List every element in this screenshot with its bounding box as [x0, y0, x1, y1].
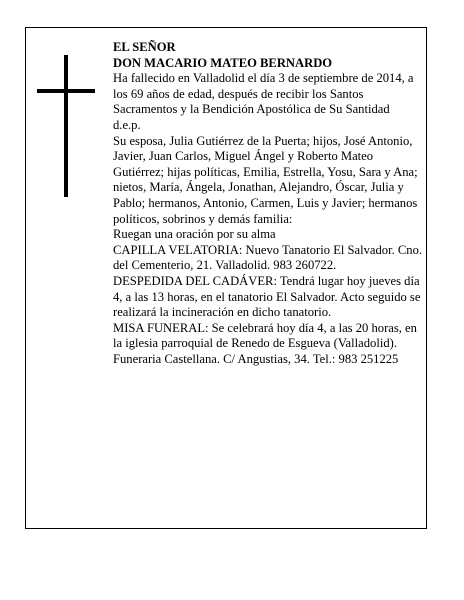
death-announcement: Ha fallecido en Valladolid el día 3 de septiembre de 2014, a los 69 años de edad, después de recibir los Santos Sacramentos y la Bendición Apostólica de Su Santidad [113, 71, 414, 117]
funeral-home-info: Funeraria Castellana. C/ Angustias, 34. Tel.: 983 251225 [113, 351, 399, 366]
farewell-info: DESPEDIDA DEL CADÁVER: Tendrá lugar hoy jueves día 4, a las 13 horas, en el tanatorio El Salvador. Acto seguido se realizará la incineración en dicho tanatorio. [113, 273, 421, 320]
deceased-name: DON MACARIO MATEO BERNARDO [113, 55, 333, 70]
prayer-request: Ruegan una oración por su alma [113, 227, 276, 242]
dep-line: d.e.p. [113, 117, 141, 132]
funeral-mass-info: MISA FUNERAL: Se celebrará hoy día 4, a las 20 horas, en la iglesia parroquial de Renedo de Esgueva (Valladolid). [113, 320, 417, 351]
obituary-text [113, 40, 425, 367]
cross-icon [37, 55, 95, 197]
family-list: Su esposa, Julia Gutiérrez de la Puerta; hijos, José Antonio, Javier, Juan Carlos, Miguel Ángel y Roberto Mateo Gutiérrez; hijas políticas, Emilia, Estrella, Yosu, Sara y Ana; nietos, María, Ángela, Jonathan, Alejandro, Óscar, Julia y Pablo; hermanos, Antonio, Carmen, Luis y Javier; hermanos políticos, sobrinos y demás familia: [113, 133, 418, 226]
notice-title: EL SEÑOR [113, 40, 176, 54]
chapel-info: CAPILLA VELATORIA: Nuevo Tanatorio El Salvador. Cno. del Cementerio, 21. Valladolid. 983 260722. [113, 242, 423, 273]
